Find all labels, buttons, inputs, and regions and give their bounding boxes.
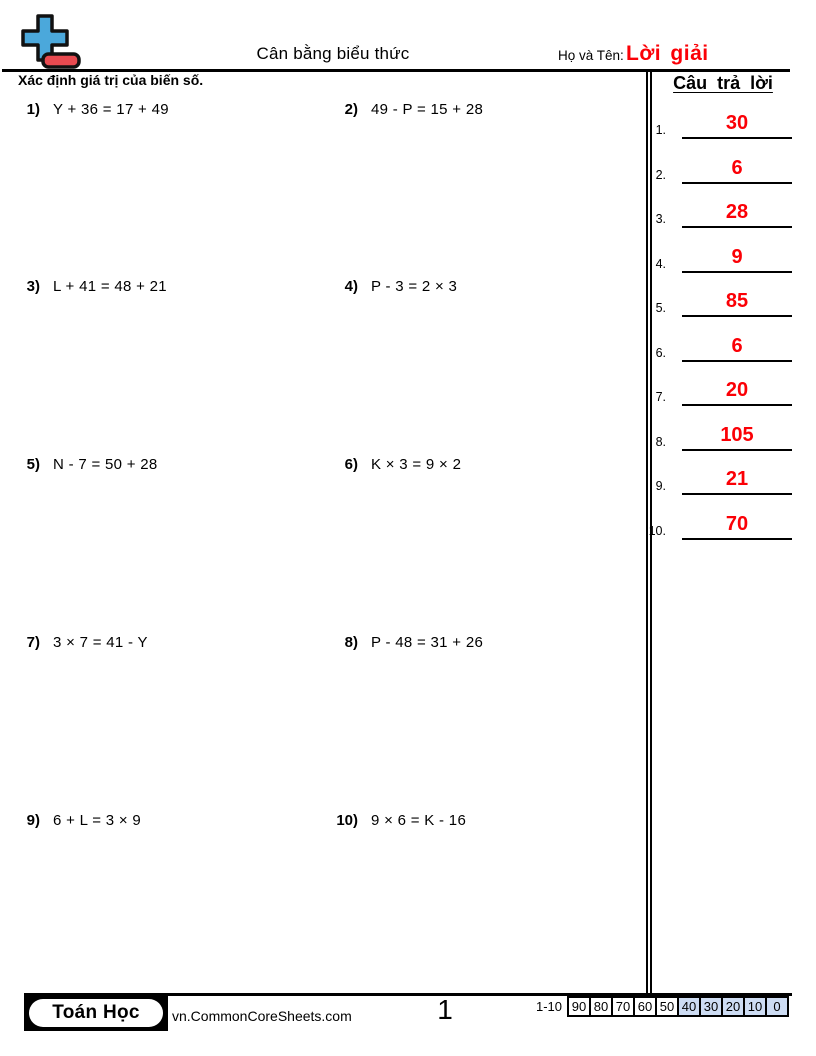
problem-number: 9) bbox=[26, 812, 40, 829]
problem-8 bbox=[332, 634, 483, 651]
answer-row-3 bbox=[646, 192, 796, 228]
problem-number: 4) bbox=[344, 278, 358, 295]
answer-value: 6 bbox=[731, 335, 743, 357]
answer-blank-line bbox=[682, 449, 792, 451]
problem-5 bbox=[14, 456, 158, 473]
problem-number: 8) bbox=[344, 634, 358, 651]
answer-blank-line bbox=[682, 538, 792, 540]
answer-number: 9. bbox=[655, 479, 666, 493]
problem-number: 10) bbox=[336, 812, 358, 829]
problem-number: 5) bbox=[26, 456, 40, 473]
subject-badge-label: Toán Học bbox=[29, 999, 163, 1027]
answer-value: 9 bbox=[731, 246, 743, 268]
score-cell-70: 70 bbox=[611, 996, 635, 1017]
problem-number: 2) bbox=[344, 101, 358, 118]
answer-number: 4. bbox=[655, 257, 666, 271]
score-cell-50: 50 bbox=[655, 996, 679, 1017]
problem-number: 1) bbox=[26, 101, 40, 118]
problem-equation: 6 + L = 3 × 9 bbox=[53, 812, 141, 829]
problem-equation: N - 7 = 50 + 28 bbox=[53, 456, 158, 473]
answer-value: 21 bbox=[725, 468, 749, 490]
answer-number: 5. bbox=[655, 301, 666, 315]
score-table bbox=[526, 996, 789, 1017]
name-field-value: Lời giải bbox=[626, 42, 709, 65]
page-number: 1 bbox=[437, 994, 453, 1025]
problem-4 bbox=[332, 278, 457, 295]
score-cell-60: 60 bbox=[633, 996, 657, 1017]
problem-equation: 9 × 6 = K - 16 bbox=[371, 812, 467, 829]
page-title: Cân bằng biểu thức bbox=[256, 44, 410, 63]
answer-row-7 bbox=[646, 370, 796, 406]
score-cell-20: 20 bbox=[721, 996, 745, 1017]
answer-value: 85 bbox=[725, 290, 749, 312]
problem-equation: 49 - P = 15 + 28 bbox=[371, 101, 484, 118]
problem-6 bbox=[332, 456, 461, 473]
answer-row-9 bbox=[646, 459, 796, 495]
problem-number: 6) bbox=[344, 456, 358, 473]
website-link[interactable]: vn.CommonCoreSheets.com bbox=[172, 1008, 352, 1024]
problem-3 bbox=[14, 278, 167, 295]
answer-blank-line bbox=[682, 493, 792, 495]
answer-number: 7. bbox=[655, 390, 666, 404]
score-cell-30: 30 bbox=[699, 996, 723, 1017]
problem-9 bbox=[14, 812, 141, 829]
answer-blank-line bbox=[682, 271, 792, 273]
answer-row-5 bbox=[646, 281, 796, 317]
problem-number: 3) bbox=[26, 278, 40, 295]
answer-row-6 bbox=[646, 326, 796, 362]
problem-number: 7) bbox=[26, 634, 40, 651]
instruction-text: Xác định giá trị của biến số. bbox=[18, 72, 204, 88]
answer-number: 10. bbox=[648, 524, 666, 538]
answer-value: 28 bbox=[725, 201, 749, 223]
plus-minus-logo-icon bbox=[14, 12, 82, 72]
answer-number: 8. bbox=[655, 435, 666, 449]
answer-blank-line bbox=[682, 137, 792, 139]
problem-equation: L + 41 = 48 + 21 bbox=[53, 278, 167, 295]
score-range-label: 1-10 bbox=[535, 999, 562, 1014]
answer-row-2 bbox=[646, 148, 796, 184]
problem-equation: P - 48 = 31 + 26 bbox=[371, 634, 484, 651]
problem-2 bbox=[332, 101, 483, 118]
problem-10 bbox=[332, 812, 466, 829]
score-cell-90: 90 bbox=[567, 996, 591, 1017]
answer-blank-line bbox=[682, 182, 792, 184]
score-cell-10: 10 bbox=[743, 996, 767, 1017]
answer-row-1 bbox=[646, 103, 796, 139]
name-field-label: Họ và Tên: bbox=[558, 48, 624, 63]
score-cell-40: 40 bbox=[677, 996, 701, 1017]
problem-equation: K × 3 = 9 × 2 bbox=[371, 456, 462, 473]
score-cell-0: 0 bbox=[765, 996, 789, 1017]
answer-blank-line bbox=[682, 315, 792, 317]
answer-value: 70 bbox=[725, 513, 749, 535]
answer-number: 1. bbox=[655, 123, 666, 137]
problem-equation: P - 3 = 2 × 3 bbox=[371, 278, 458, 295]
answer-row-10 bbox=[646, 504, 796, 540]
answer-blank-line bbox=[682, 226, 792, 228]
answer-number: 2. bbox=[655, 168, 666, 182]
answer-value: 105 bbox=[720, 424, 754, 446]
answer-value: 6 bbox=[731, 157, 743, 179]
problem-equation: Y + 36 = 17 + 49 bbox=[53, 101, 169, 118]
problem-7 bbox=[14, 634, 148, 651]
problem-equation: 3 × 7 = 41 - Y bbox=[53, 634, 148, 651]
subject-badge bbox=[24, 995, 168, 1031]
score-cell-80: 80 bbox=[589, 996, 613, 1017]
answer-value: 20 bbox=[725, 379, 749, 401]
answer-row-4 bbox=[646, 237, 796, 273]
problem-1 bbox=[14, 101, 169, 118]
answer-value: 30 bbox=[725, 112, 749, 134]
answer-blank-line bbox=[682, 360, 792, 362]
answers-title: Câu trả lời bbox=[673, 73, 773, 93]
answer-number: 6. bbox=[655, 346, 666, 360]
answer-number: 3. bbox=[655, 212, 666, 226]
answer-blank-line bbox=[682, 404, 792, 406]
answer-row-8 bbox=[646, 415, 796, 451]
